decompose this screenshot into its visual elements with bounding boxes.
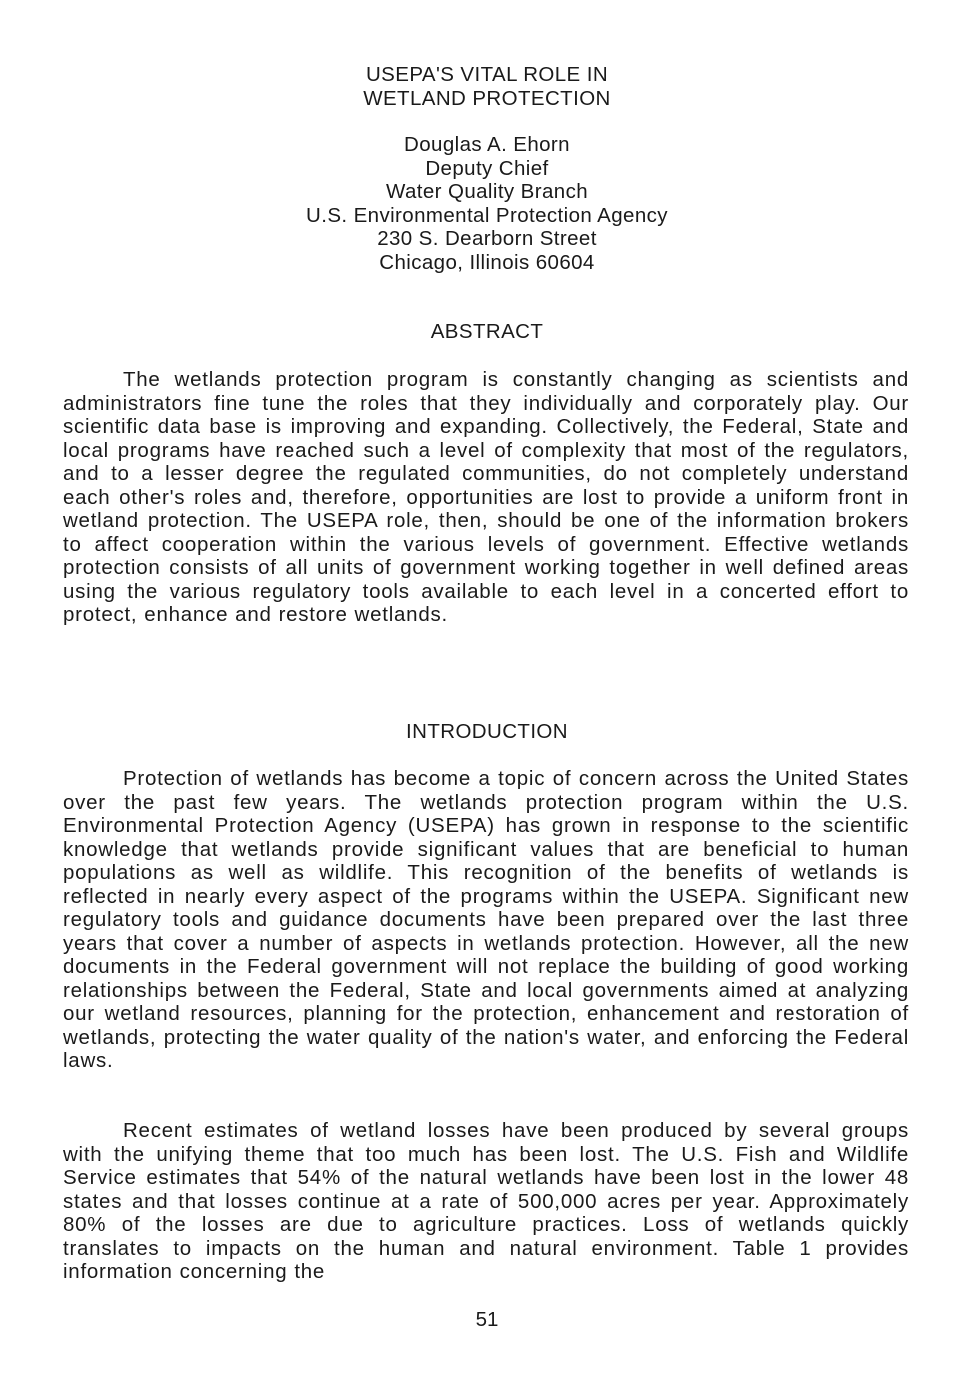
abstract-heading: ABSTRACT — [430, 320, 544, 343]
author-block — [0, 133, 974, 274]
author-city: Chicago, Illinois 60604 — [379, 250, 595, 274]
author-name: Douglas A. Ehorn — [404, 133, 570, 156]
abstract-paragraph: The wetlands protection program is constantly changing as scientists and administrators fine tune the roles that they individually and corporately play. Our scientific data base is improving and expanding. Collectively, the Federal, State and local programs have reached such a level of complexity that most of the regulators, and to a lesser degree the regulated communities, do not completely understand each other's roles and, therefore, opportunities are lost to provide a uniform front in wetland protection. The USEPA role, then, should be one of the information brokers to affect cooperation within the various levels of government. Effective wetlands protection consists of all units of government working together in well defined areas using the various regulatory tools available to each level in a concerted effort to protect, enhance and restore wetlands. — [63, 368, 909, 626]
author-agency: U.S. Environmental Protection Agency — [306, 203, 668, 227]
introduction-paragraph-2: Recent estimates of wetland losses have been produced by several groups with the unifying theme that too much has been lost. The U.S. Fish and Wildlife Service estimates that 54% of the natural wetlands have been lost in the lower 48 states and that losses continue at a rate of 500,000 acres per year. Approximately 80% of the losses are due to agriculture practices. Loss of wetlands quickly translates to impacts on the human and natural environment. Table 1 provides information concerning the — [63, 1119, 909, 1283]
title-line-2: WETLAND PROTECTION — [363, 86, 611, 110]
author-position: Deputy Chief — [425, 156, 549, 180]
page-number: 51 — [475, 1308, 499, 1331]
introduction-paragraph-1: Protection of wetlands has become a topic of concern across the United States over the past few years. The wetlands protection program within the U.S. Environmental Protection Agency (USEPA) has grown in response to the scientific knowledge that wetlands provide significant values that are beneficial to human populations as well as wildlife. This recognition of the benefits of wetlands is reflected in nearly every aspect of the programs within the USEPA. Significant new regulatory tools and guidance documents have been prepared over the last three years that cover a number of aspects in wetlands protection. However, all the new documents in the Federal government will not replace the building of good working relationships between the Federal, State and local governments aimed at analyzing our wetland resources, planning for the protection, enhancement and restoration of wetlands, protecting the water quality of the nation's water, and enforcing the Federal laws. — [63, 767, 909, 1072]
author-branch: Water Quality Branch — [385, 180, 589, 203]
author-street: 230 S. Dearborn Street — [377, 227, 597, 250]
paper-title — [0, 63, 974, 110]
title-line-1: USEPA'S VITAL ROLE IN — [365, 63, 609, 86]
introduction-heading: INTRODUCTION — [406, 720, 568, 743]
